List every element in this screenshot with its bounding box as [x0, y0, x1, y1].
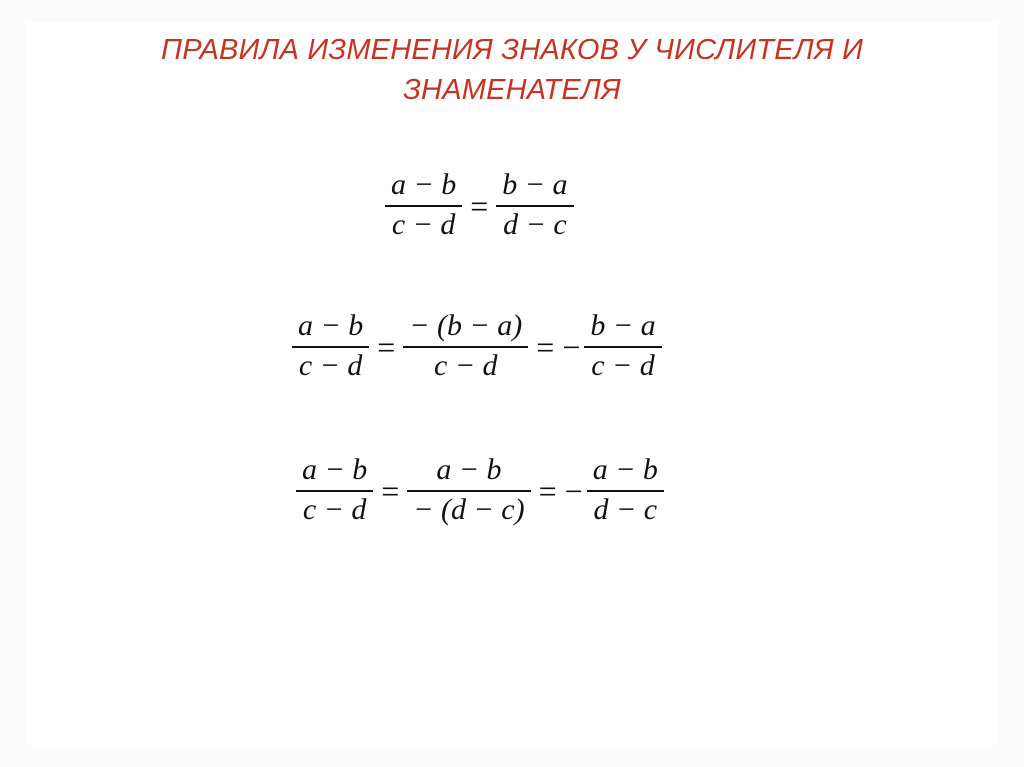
- numerator: b − a: [590, 309, 656, 342]
- numerator: a − b: [302, 453, 368, 486]
- fraction-middle: [403, 308, 528, 386]
- denominator: c − d: [302, 492, 367, 526]
- denominator: d − c: [593, 492, 658, 526]
- fraction-middle: [407, 452, 530, 530]
- denominator: − (d − c): [413, 492, 525, 526]
- fraction-left: [385, 167, 462, 245]
- fraction-left: [292, 308, 369, 386]
- numerator: a − b: [592, 453, 658, 486]
- numerator: − (b − a): [409, 309, 523, 342]
- numerator: a − b: [391, 168, 457, 201]
- equals-sign: =: [381, 472, 400, 509]
- fraction-right: [587, 452, 664, 530]
- fraction-right: [496, 167, 573, 245]
- slide-title: [0, 30, 1024, 110]
- minus-sign: −: [562, 328, 581, 365]
- equals-sign: =: [377, 328, 396, 365]
- denominator: d − c: [503, 207, 567, 241]
- formula-3: [296, 452, 664, 530]
- denominator: c − d: [298, 348, 363, 382]
- fraction-right: [584, 308, 661, 386]
- numerator: a − b: [436, 453, 502, 486]
- denominator: c − d: [434, 348, 498, 382]
- denominator: c − d: [591, 348, 655, 382]
- fraction-left: [296, 452, 373, 530]
- equals-sign: =: [470, 187, 489, 224]
- denominator: c − d: [391, 207, 456, 241]
- equals-sign: =: [538, 472, 557, 509]
- slide-title-line-1: ПРАВИЛА ИЗМЕНЕНИЯ ЗНАКОВ У ЧИСЛИТЕЛЯ И: [160, 34, 864, 66]
- slide-title-line-2: ЗНАМЕНАТЕЛЯ: [403, 74, 621, 106]
- formula-1: [385, 167, 574, 245]
- formula-2: [292, 308, 662, 386]
- numerator: b − a: [502, 168, 568, 201]
- equals-sign: =: [536, 328, 555, 365]
- minus-sign: −: [564, 472, 583, 509]
- numerator: a − b: [298, 309, 364, 342]
